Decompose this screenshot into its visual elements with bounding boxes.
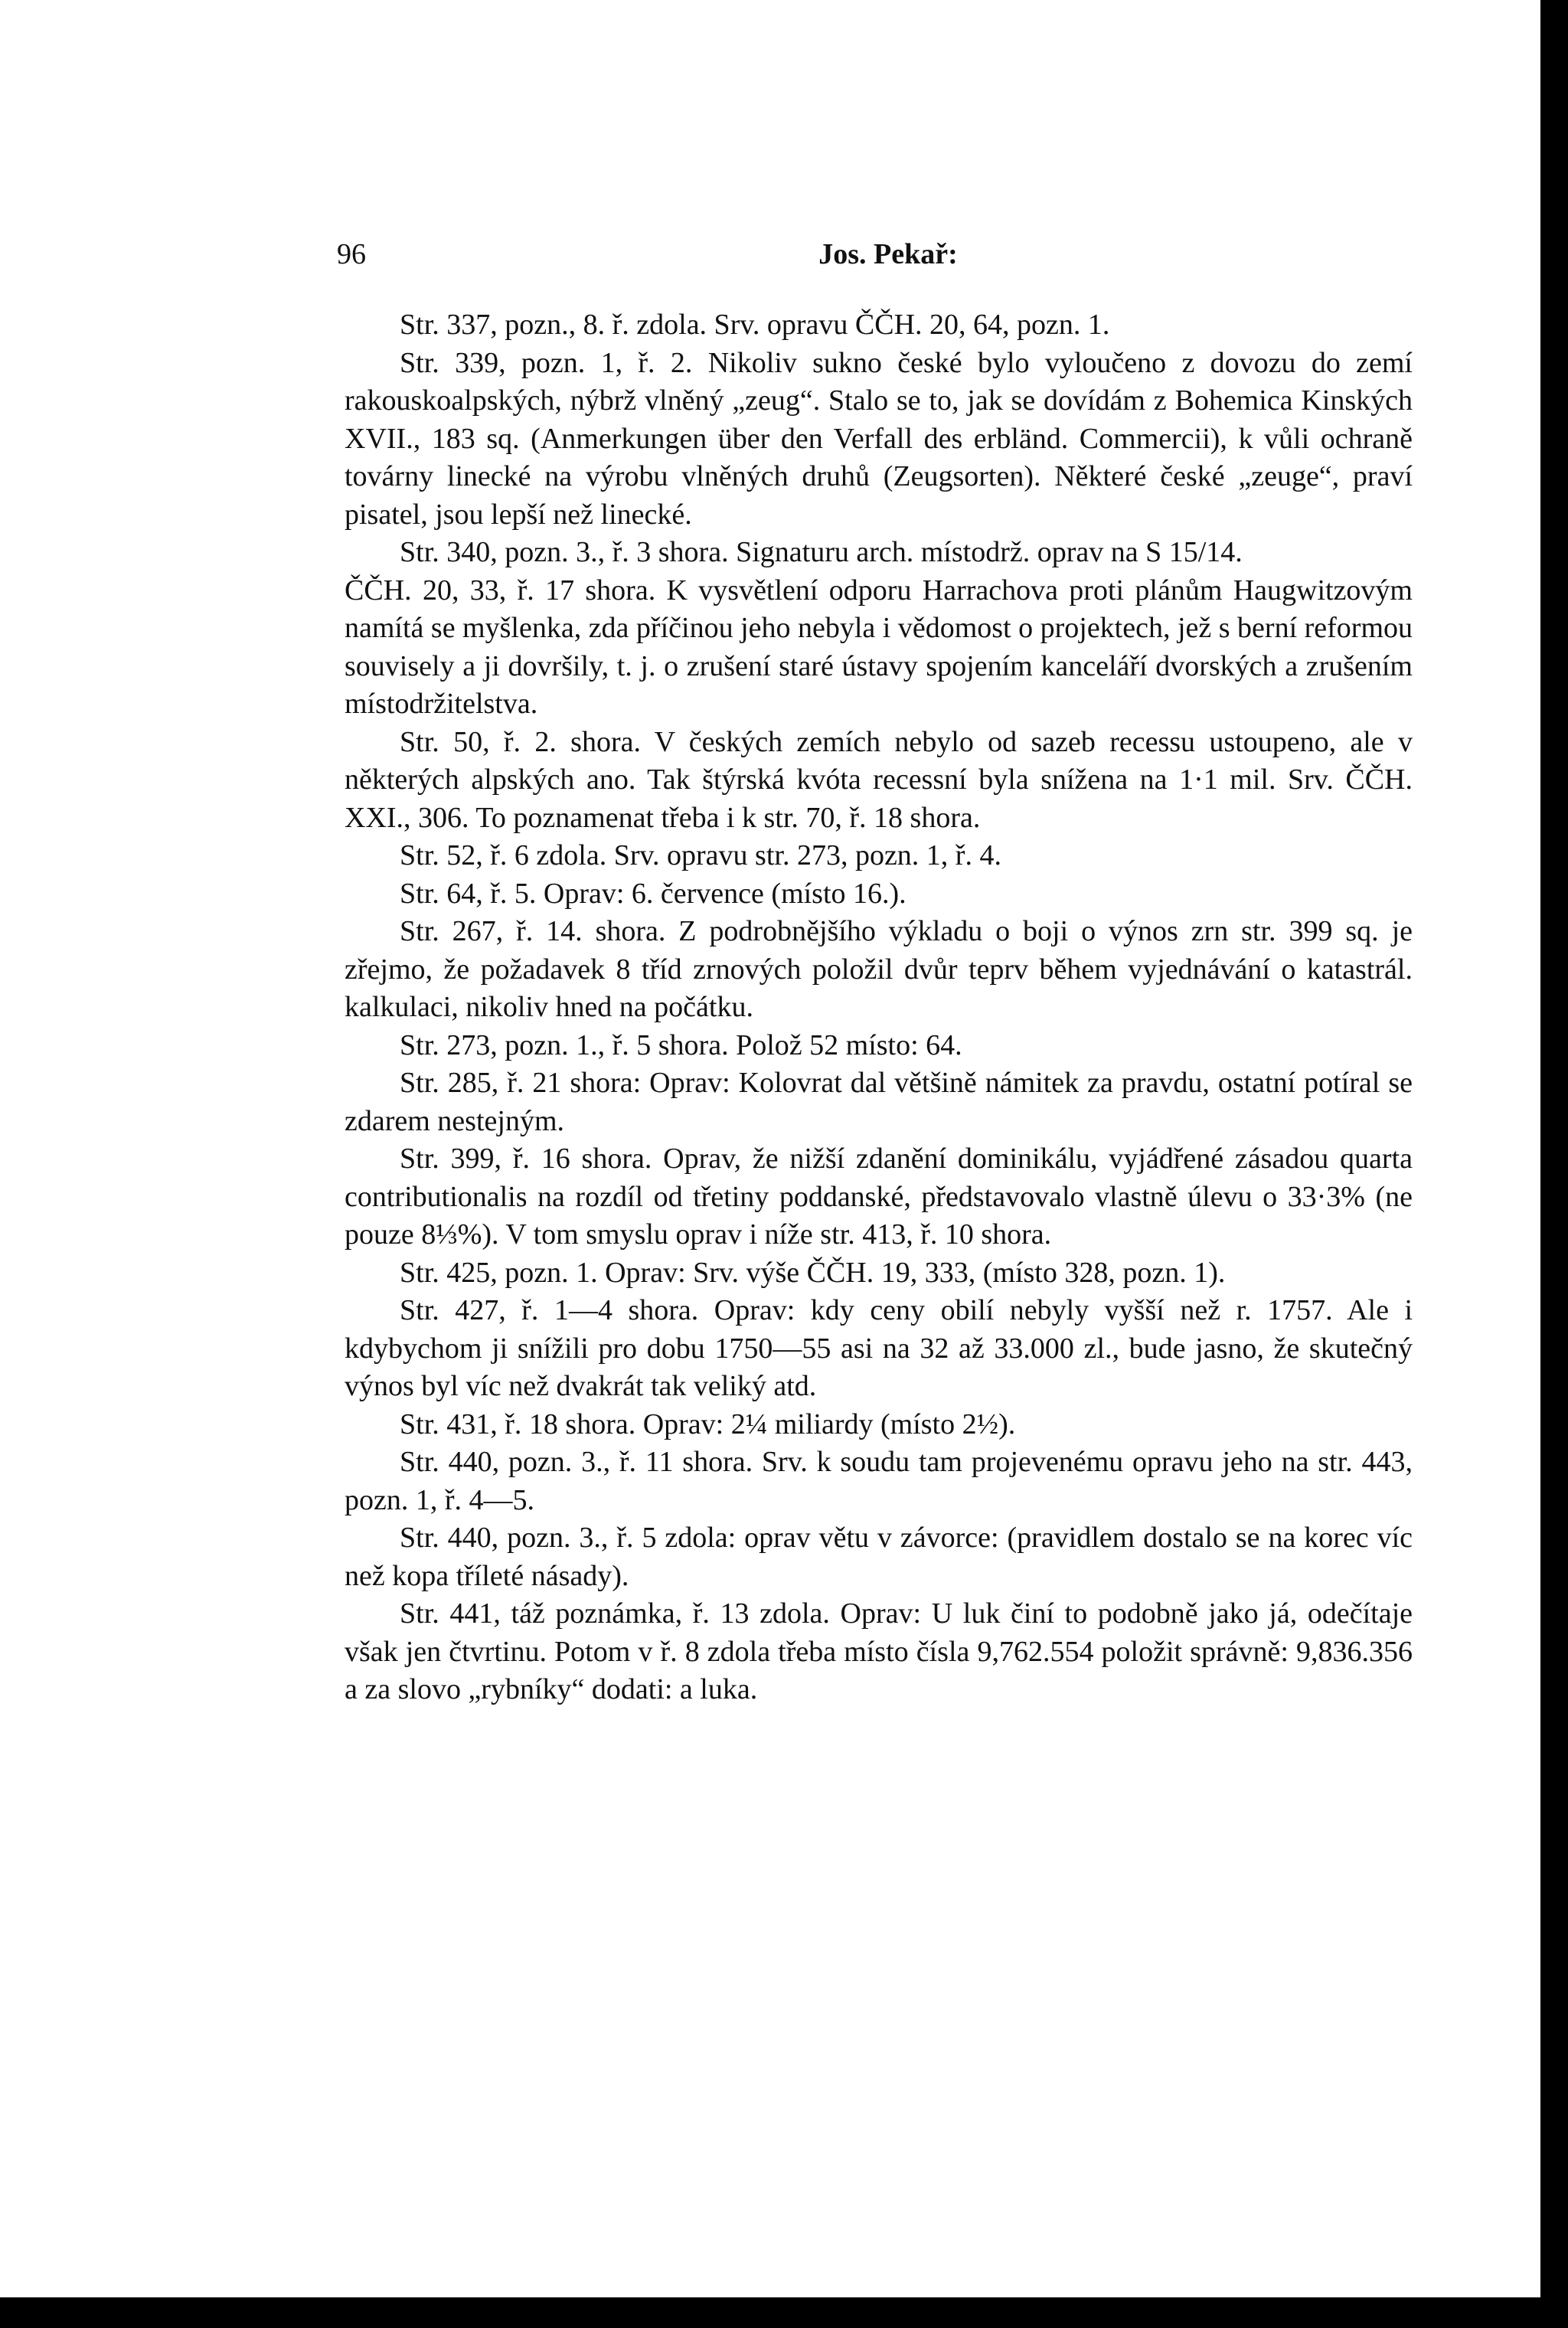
errata-text: [345, 306, 1413, 1709]
paragraph-11: Str. 399, ř. 16 shora. Oprav, že nižší zdanění dominikálu, vyjádřené zásadou quarta contributionalis na rozdíl od třetiny poddanské, představovalo vlastně úlevu o 33·3% (ne pouze 8⅓%). V tom smyslu oprav i níže str. 413, ř. 10 shora.: [345, 1143, 1413, 1251]
running-head: Jos. Pekař:: [818, 238, 958, 270]
paragraph-10: Str. 285, ř. 21 shora: Oprav: Kolovrat dal většině námitek za pravdu, ostatní potíral se zdarem nestejným.: [345, 1067, 1413, 1137]
page-number: 96: [337, 238, 366, 270]
paragraph-9: Str. 273, pozn. 1., ř. 5 shora. Polož 52 místo: 64.: [400, 1028, 962, 1061]
paragraph-1: Str. 337, pozn., 8. ř. zdola. Srv. opravu ČČH. 20, 64, pozn. 1.: [400, 309, 1110, 341]
paragraph-14: Str. 431, ř. 18 shora. Oprav: 2¼ miliardy (místo 2½).: [400, 1408, 1016, 1440]
paragraph-15: Str. 440, pozn. 3., ř. 11 shora. Srv. k soudu tam projevenému opravu jeho na str. 443, pozn. 1, ř. 4—5.: [345, 1446, 1413, 1516]
paragraph-7: Str. 64, ř. 5. Oprav: 6. července (místo 16.).: [400, 877, 906, 910]
paragraph-17: Str. 441, táž poznámka, ř. 13 zdola. Oprav: U luk činí to podobně jako já, odečítaje však jen čtvrtinu. Potom v ř. 8 zdola třeba místo čísla 9,762.554 položit správně: 9,836.356 a za slovo „rybníky“ dodati: a luka.: [345, 1597, 1413, 1705]
page-header: [337, 237, 1424, 283]
paragraph-16: Str. 440, pozn. 3., ř. 5 zdola: oprav větu v závorce: (pravidlem dostalo se na korec víc než kopa tříleté násady).: [345, 1522, 1413, 1592]
paragraph-4: ČČH. 20, 33, ř. 17 shora. K vysvětlení odporu Harrachova proti plánům Haugwitzovým namítá se myšlenka, zda příčinou jeho nebyla i vědomost o projektech, jež s berní reformou souvisely a ji dovršily, t. j. o zrušení staré ústavy spojením kanceláří dvorských a zrušením místodržitelstva.: [345, 574, 1413, 720]
scan-border-right: [1540, 0, 1568, 2328]
paragraph-5: Str. 50, ř. 2. shora. V českých zemích nebylo od sazeb recessu ustoupeno, ale v některých alpských ano. Tak štýrská kvóta recessní byla snížena na 1·1 mil. Srv. ČČH. XXI., 306. To poznamenat třeba i k str. 70, ř. 18 shora.: [345, 725, 1413, 834]
paragraph-6: Str. 52, ř. 6 zdola. Srv. opravu str. 273, pozn. 1, ř. 4.: [400, 839, 1001, 871]
paragraph-8: Str. 267, ř. 14. shora. Z podrobnějšího výkladu o boji o výnos zrn str. 399 sq. je zřejmo, že požadavek 8 tříd zrnových položil dvůr teprv během vyjednávání o katastrál. kalkulaci, nikoliv hned na počátku.: [345, 915, 1413, 1023]
paragraph-13: Str. 427, ř. 1—4 shora. Oprav: kdy ceny obilí nebyly vyšší než r. 1757. Ale i kdybychom ji snížili pro dobu 1750—55 asi na 32 až 33.000 zl., bude jasno, že skutečný výnos byl víc než dvakrát tak veliký atd.: [345, 1294, 1413, 1402]
paragraph-3: Str. 340, pozn. 3., ř. 3 shora. Signaturu arch. místodrž. oprav na S 15/14.: [400, 536, 1243, 568]
paragraph-12: Str. 425, pozn. 1. Oprav: Srv. výše ČČH. 19, 333, (místo 328, pozn. 1).: [400, 1256, 1226, 1289]
scan-border-bottom: [0, 2297, 1568, 2328]
paragraph-2: Str. 339, pozn. 1, ř. 2. Nikoliv sukno české bylo vyloučeno z dovozu do zemí rakouskoalpských, nýbrž vlněný „zeug“. Stalo se to, jak se dovídám z Bohemica Kinských XVII., 183 sq. (Anmerkungen über den Verfall des erbländ. Commercii), k vůli ochraně továrny linecké na výrobu vlněných druhů (Zeugsorten). Některé české „zeuge“, praví pisatel, jsou lepší než linecké.: [345, 346, 1413, 531]
